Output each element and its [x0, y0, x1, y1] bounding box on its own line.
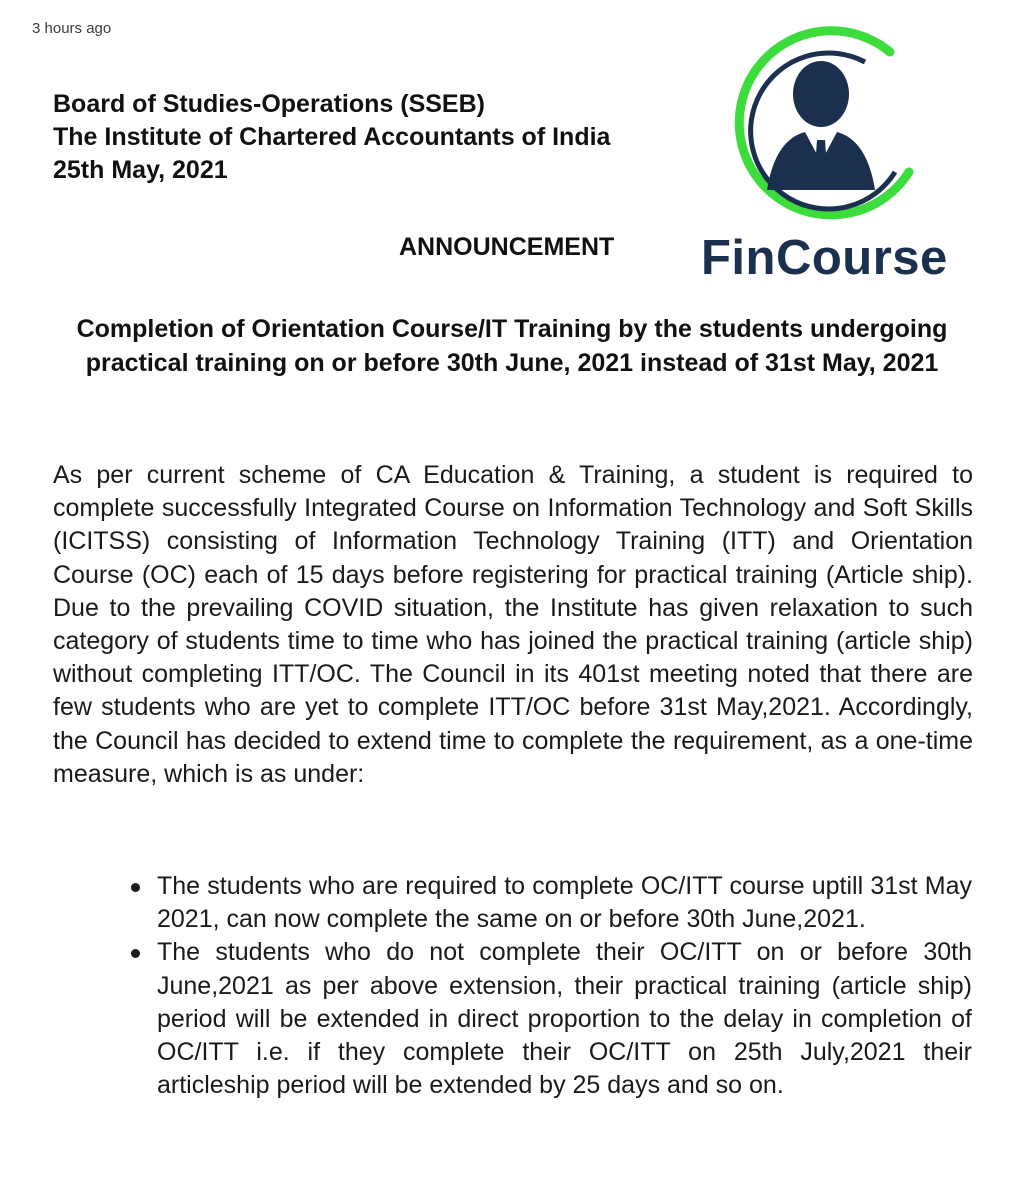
announcement-heading: ANNOUNCEMENT	[399, 233, 615, 261]
list-item	[157, 870, 972, 936]
list-item-text: The students who are required to complete OC/ITT course uptill 31st May 2021, can now complete the same on or before 30th June,2021.	[157, 872, 972, 934]
header-institute-line: The Institute of Chartered Accountants of India	[53, 123, 611, 151]
header-date-line: 25th May, 2021	[53, 156, 228, 184]
list-item	[157, 936, 972, 1102]
body-paragraph: As per current scheme of CA Education & Training, a student is required to complete successfully Integrated Course on Information Technology and Soft Skills (ICITSS) consisting of Information Technology Training (ITT) and Orientation Course (OC) each of 15 days before registering for practical training (Article ship). Due to the prevailing COVID situation, the Institute has given relaxation to such category of students time to time who has joined the practical training (article ship) without completing ITT/OC. The Council in its 401st meeting noted that there are few students who are yet to complete ITT/OC before 31st May,2021. Accordingly, the Council has decided to extend time to complete the requirement, as a one-time measure, which is as under:	[53, 461, 973, 788]
logo-wordmark: FinCourse	[701, 231, 948, 285]
bullet-list	[157, 870, 972, 1102]
bullet-icon	[131, 883, 140, 892]
subject-heading: Completion of Orientation Course/IT Training by the students undergoing practical training on or before 30th June, 2021 instead of 31st May, 2021	[76, 315, 948, 377]
bullet-icon	[131, 949, 140, 958]
list-item-text: The students who do not complete their OC/ITT on or before 30th June,2021 as per above extension, their practical training (article ship) period will be extended in direct proportion to the delay in completion of OC/ITT i.e. if they complete their OC/ITT on 25th July,2021 their articleship period will be extended by 25 days and so on.	[157, 938, 972, 1100]
header-board-line: Board of Studies-Operations (SSEB)	[53, 90, 485, 118]
fincourse-logo	[695, 22, 955, 285]
timestamp: 3 hours ago	[32, 20, 112, 37]
letter-header	[53, 88, 610, 187]
businessman-avatar-icon	[695, 22, 955, 232]
